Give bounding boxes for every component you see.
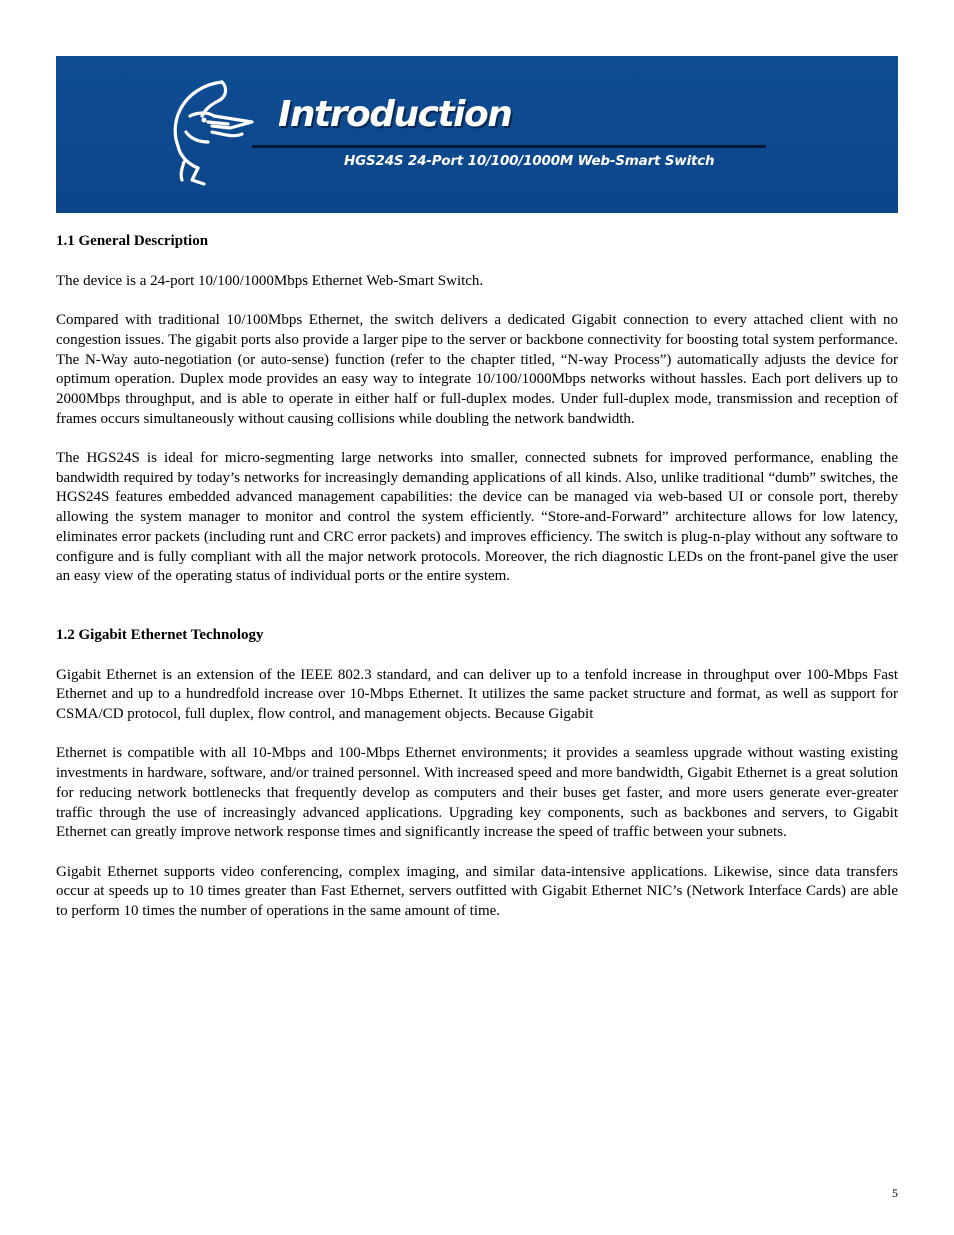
paragraph: The device is a 24-port 10/100/1000Mbps Ethernet Web-Smart Switch. (56, 272, 484, 289)
paragraph: Ethernet is compatible with all 10-Mbps and 100-Mbps Ethernet environments; it provides a seamless upgrade without wasting existing investments in hardware, software, and/or trained personnel. With increased speed and more bandwidth, Gigabit Ethernet is a great solution for reducing network bottlenecks that frequently develop as computers and their buses get faster, and more users generate ever-greater traffic through the use of increasingly advanced applications. Upgrading key components, such as backbones and servers, to Gigabit Ethernet can greatly improve network response times and significantly increase the speed of traffic between your subnets. (56, 745, 898, 841)
eagle-head-icon (168, 76, 258, 188)
paragraph: Compared with traditional 10/100Mbps Ethernet, the switch delivers a dedicated Gigabit connection to every attached client with no congestion issues. The gigabit ports also provide a larger pipe to the server or backbone connectivity for boosting total system performance. The N-Way auto-negotiation (or auto-sense) function (refer to the chapter titled, “N-way Process”) automatically adjusts the device for optimum operation. Duplex mode provides an easy way to integrate 10/100/1000Mbps networks without hassles. Each port delivers up to 2000Mbps throughput, and is able to operate in either half or full-duplex modes. Under full-duplex mode, transmission and reception of frames occurs simultaneously without causing collisions while doubling the network bandwidth. (56, 312, 898, 427)
paragraph: The HGS24S is ideal for micro-segmenting large networks into smaller, connected subnets for improved performance, enabling the bandwidth required by today’s networks for increasingly demanding applications of all kinds. Also, unlike traditional “dumb” switches, the HGS24S features embedded advanced management capabilities: the device can be managed via web-based UI or console port, thereby allowing the system manager to monitor and control the system efficiently. “Store-and-Forward” architecture allows for low latency, eliminates error packets (including runt and CRC error packets) and improves efficiency. The switch is plug-n-play without any software to configure and is fully compliant with all the major network protocols. Moreover, the rich diagnostic LEDs on the front-panel give the user an easy view of the operating status of individual ports or the entire system. (56, 450, 898, 585)
paragraph: Gigabit Ethernet supports video conferencing, complex imaging, and similar data-intensive applications. Likewise, since data transfers occur at speeds up to 10 times greater than Fast Ethernet, servers outfitted with Gigabit Ethernet NIC’s (Network Interface Cards) are able to perform 10 times the number of operations in the same amount of time. (56, 863, 898, 920)
banner-title: Introduction (278, 94, 512, 135)
banner-divider (252, 145, 766, 148)
paragraph: Gigabit Ethernet is an extension of the IEEE 802.3 standard, and can deliver up to a tenfold increase in throughput over 100-Mbps Fast Ethernet and up to a hundredfold increase over 10-Mbps Ethernet. It utilizes the same packet structure and format, as well as support for CSMA/CD protocol, full duplex, flow control, and management objects. Because Gigabit (56, 666, 898, 723)
banner-subtitle: HGS24S 24-Port 10/100/1000M Web-Smart Switch (344, 153, 715, 169)
section-heading-gigabit-ethernet: 1.2 Gigabit Ethernet Technology (56, 626, 264, 643)
page-number: 5 (892, 1186, 898, 1200)
header-banner (56, 56, 898, 213)
document-body (56, 232, 898, 941)
section-heading-general-description: 1.1 General Description (56, 233, 209, 249)
